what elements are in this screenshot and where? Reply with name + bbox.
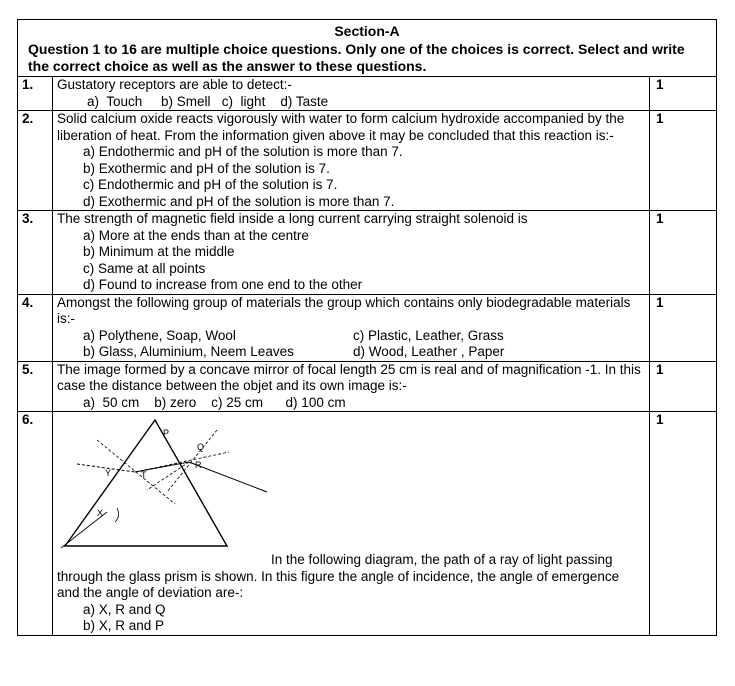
option-b: b) Minimum at the middle [83, 244, 235, 259]
option-a: a) Endothermic and pH of the solution is more than 7. [83, 144, 403, 159]
question-row [18, 211, 717, 295]
question-options: a) 50 cm b) zero c) 25 cm d) 100 cm [83, 394, 346, 410]
option-c: c) Endothermic and pH of the solution is 7. [83, 177, 338, 192]
question-text: In the following diagram, the path of a ray of light passing through the glass prism is shown. In this figure the angle of incidence, the angle of emergence and the angle of deviation are-: [57, 552, 620, 600]
prism-ray-diagram [57, 412, 307, 552]
question-marks: 1 [650, 111, 717, 211]
option-b: b) X, R and P [83, 618, 165, 633]
option-a: a) Polythene, Soap, Wool [83, 327, 236, 343]
question-marks: 1 [650, 211, 717, 295]
diagram-label-p: P [163, 428, 170, 438]
option-a: a) X, R and Q [83, 601, 166, 617]
prism-diagram [57, 412, 645, 552]
question-body [53, 294, 650, 361]
question-text: Gustatory receptors are able to detect:- [57, 77, 292, 92]
option-b: b) Glass, Aluminium, Neem Leaves [83, 344, 294, 359]
question-body [53, 412, 650, 636]
question-text: The image formed by a concave mirror of focal length 25 cm is real and of magnification -1. In this case the distance between the objet and its own image is:- [57, 361, 641, 393]
diagram-label-x: X [97, 508, 104, 518]
question-number: 5. [18, 361, 53, 412]
question-row [18, 111, 717, 211]
question-text: Amongst the following group of materials the group which contains only biodegradable materials is:- [57, 294, 631, 326]
option-d: d) Found to increase from one end to the other [83, 277, 363, 292]
questions-table [17, 76, 717, 636]
question-body [53, 111, 650, 211]
question-marks: 1 [650, 294, 717, 361]
section-title: Section-A [334, 23, 400, 39]
section-instructions: Question 1 to 16 are multiple choice questions. Only one of the choices is correct. Select and write the correct choice as well as the answer to these questions. [28, 41, 685, 74]
normal-right [167, 430, 217, 492]
question-marks: 1 [650, 361, 717, 412]
diagram-label-r: R [195, 460, 202, 470]
question-row [18, 361, 717, 412]
question-number: 2. [18, 111, 53, 211]
question-options: a) Touch b) Smell c) light d) Taste [87, 93, 329, 109]
question-number: 1. [18, 77, 53, 111]
section-header [17, 19, 717, 77]
question-row [18, 294, 717, 361]
question-row [18, 77, 717, 111]
question-number: 6. [18, 412, 53, 636]
question-marks: 1 [650, 412, 717, 636]
option-d: d) Exothermic and pH of the solution is more than 7. [83, 193, 395, 209]
options-row [57, 328, 645, 345]
option-c: c) Plastic, Leather, Grass [353, 327, 504, 343]
diagram-label-t: T [141, 470, 147, 480]
question-number: 3. [18, 211, 53, 295]
question-text: Solid calcium oxide reacts vigorously with water to form calcium hydroxide accompanied by the liberation of heat. From the information given above it may be concluded that this reaction is:- [57, 111, 625, 143]
options-row [57, 344, 645, 361]
question-body [53, 77, 650, 111]
option-d: d) Wood, Leather , Paper [353, 344, 505, 359]
option-b: b) Exothermic and pH of the solution is 7. [83, 160, 330, 176]
question-number: 4. [18, 294, 53, 361]
option-c: c) Same at all points [83, 260, 206, 276]
angle-arc-x [115, 508, 119, 522]
prism-triangle [65, 420, 227, 546]
diagram-label-q: Q [197, 442, 205, 452]
question-marks: 1 [650, 77, 717, 111]
question-body [53, 211, 650, 295]
question-row [18, 412, 717, 636]
diagram-label-y: Y [105, 468, 112, 478]
option-a: a) More at the ends than at the centre [83, 227, 309, 243]
question-body [53, 361, 650, 412]
question-text: The strength of magnetic field inside a long current carrying straight solenoid is [57, 211, 528, 226]
